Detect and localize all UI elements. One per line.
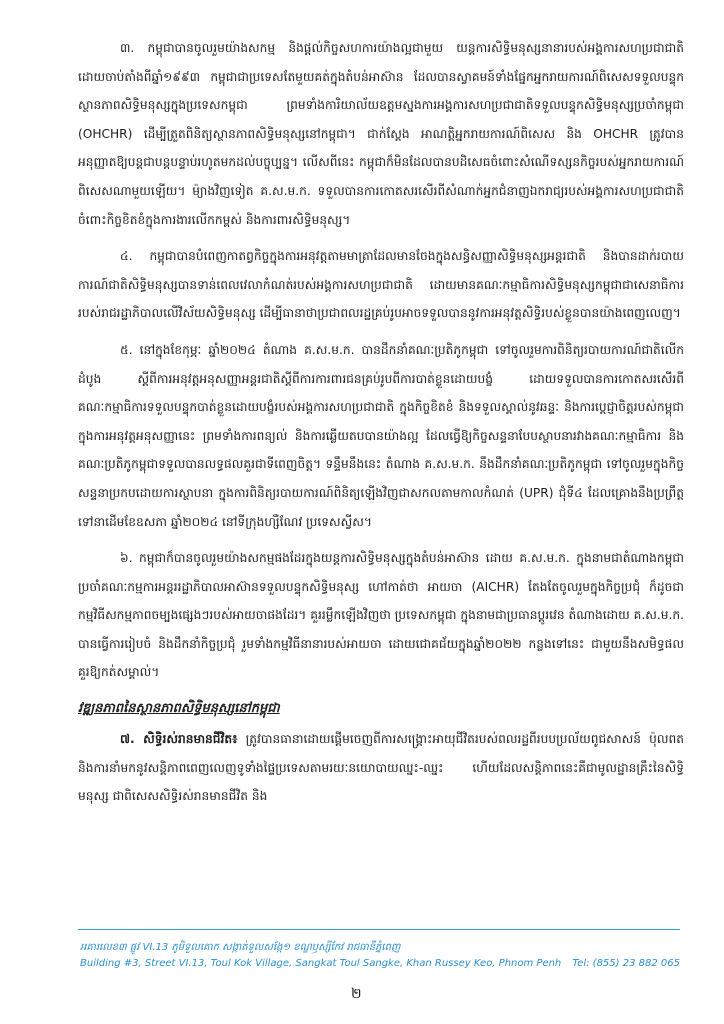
footer-divider [78,929,680,930]
document-body [78,34,684,819]
paragraph-4: ៤. កម្ពុជាបានបំពេញកាតព្វកិច្ចក្នុងការអនុវត្តតាមមាត្រាដែលមានចែងក្នុងសន្ធិសញ្ញាសិទ្ធិមនុស្សអន្តរជាតិ និងបានដាក់របាយការណ៍ជាតិសិទ្ធិមនុស្សបានទាន់ពេលវេលាកំណត់របស់អង្គការសហប្រជាជាតិ ដោយមានគណៈកម្មាធិការសិទ្ធិមនុស្សកម្ពុជាជាសេនាធិការរបស់រាជរដ្ឋាភិបាលលើវិស័យសិទ្ធិមនុស្ស ដើម្បីធានាថាប្រជាពលរដ្ឋគ្រប់រូបអាចទទួលបាននូវការអនុវត្តសិទ្ធិរបស់ខ្លួនបានយ៉ាងពេញលេញ។ [78,249,684,321]
paragraph-7-body: ត្រូវបានធានាដោយផ្តើមចេញពីការសង្គ្រោះអាយុជីវិតរបស់ពលរដ្ឋពីរបបប្រល័យពូជសាសន៍ ប៉ុលពត និងការនាំមកនូវសន្តិភាពពេញលេញទូទាំងផ្ទៃប្រទេសតាមរយៈនយោបាយឈ្នះ-ឈ្នះ ហើយដែលសន្តិភាពនេះគឺជាមូលដ្ឋានគ្រឹះនៃសិទ្ធិមនុស្ស ជាពិសេសសិទ្ធិរស់រានមានជីវិត និង [78,732,684,804]
page-number: ២ [351,986,362,1002]
footer-phone: Tel: (855) 23 882 065 [572,958,680,969]
footer-address-latin: Building #3, Street VI.13, Toul Kok Village, Sangkat Toul Sangke, Khan Russey Keo, Phnom Penh [80,958,562,969]
paragraph-6: ៦. កម្ពុជាក៏បានចូលរួមយ៉ាងសកម្មផងដែរក្នុងយន្តការសិទ្ធិមនុស្សក្នុងតំបន់អាស៊ាន ដោយ គ.ស.ម.ក. ក្នុងនាមជាតំណាងកម្ពុជាប្រចាំគណៈកម្មការអន្តររដ្ឋាភិបាលអាស៊ានទទួលបន្ទុកសិទ្ធិមនុស្ស ហៅកាត់ថា អាយចា (AICHR) តែងតែចូលរួមក្នុងកិច្ចប្រជុំ ក៏ដូចជាកម្មវិធីសកម្មភាពចម្បងផ្សេងៗរបស់អាយចាផងដែរ។ គួររម្លឹកឡើងវិញថា ប្រទេសកម្ពុជា ក្នុងនាមជាប្រធានប្តូរវេន តំណាងដោយ គ.ស.ម.ក. បានធ្វើការរៀបចំ និងដឹកនាំកិច្ចប្រជុំ រួមទាំងកម្មវិធីនានារបស់អាយចា ដោយជោគជ័យក្នុងឆ្នាំ២០២២ កន្លងទៅនេះ ជាមួយនឹងសមិទ្ធផលគួរឱ្យកត់សម្គាល់។ [78,551,684,680]
paragraph-7-lead: ៧. សិទ្ធិរស់រានមានជីវិត៖ [120,732,238,747]
paragraph-3: ៣. កម្ពុជាបានចូលរួមយ៉ាងសកម្ម និងផ្តល់កិច្ចសហការយ៉ាងល្អជាមួយ យន្តការសិទ្ធិមនុស្សនានារបស់អង្គការសហប្រជាជាតិ ដោយចាប់តាំងពីឆ្នាំ១៩៩៣ កម្ពុជាជាប្រទេសតែមួយគត់ក្នុងតំបន់អាស៊ាន ដែលបានស្វាគមន៍ទាំងផ្នែកអ្នករាយការណ៍ពិសេសទទួលបន្ទុកស្ថានភាពសិទ្ធិមនុស្សក្នុងប្រទេសកម្ពុជា ព្រមទាំងការិយាល័យឧត្តមស្នងការអង្គការសហប្រជាជាតិទទួលបន្ទុកសិទ្ធិមនុស្សប្រចាំកម្ពុជា (OHCHR) ដើម្បីត្រួតពិនិត្យស្ថានភាពសិទ្ធិមនុស្សនៅកម្ពុជា។ ជាក់ស្តែង អាណត្តិអ្នករាយការណ៍ពិសេស និង OHCHR ត្រូវបានអនុញ្ញាតឱ្យបន្តជាបន្តបន្ទាប់រហូតមកដល់បច្ចុប្បន្ន។ លើសពីនេះ កម្ពុជាក៏មិនដែលបានបដិសេធចំពោះសំណើទស្សនកិច្ចរបស់អ្នករាយការណ៍ពិសេសណាមួយឡើយ។ ម៉្យាងវិញទៀត គ.ស.ម.ក. ទទួលបានការកោតសរសើរពីសំណាក់អ្នកជំនាញឯករាជ្យរបស់អង្គការសហប្រជាជាតិ ចំពោះកិច្ចខិតខំក្នុងការងារលើកកម្ពស់ និងការពារសិទ្ធិមនុស្ស។ [78,41,684,227]
footer-address-khmer: អគារលេខ៣ ផ្លូវ VI.13 ភូមិទួលគោក សង្កាត់ទួលសង្កែ១ ខណ្ឌឫស្សីកែវ រាជធានីភ្នំពេញ [80,942,401,953]
section-heading: វឌ្ឍនភាពនៃស្ថានភាពសិទ្ធិមនុស្សនៅកម្ពុជា [78,701,280,717]
paragraph-7 [78,725,684,811]
paragraph-5: ៥. នៅក្នុងខែកុម្ភៈ ឆ្នាំ២០២៤ តំណាង គ.ស.ម.ក. បានដឹកនាំគណៈប្រតិភូកម្ពុជា ទៅចូលរួមការពិនិត្យរបាយការណ៍ជាតិលើកដំបូង ស្តីពីការអនុវត្តអនុសញ្ញាអន្តរជាតិស្តីពីការការពារជនគ្រប់រូបពីការបាត់ខ្លួនដោយបង្ខំ ដោយទទួលបានការកោតសរសើរពីគណៈកម្មាធិការទទួលបន្ទុកបាត់ខ្លួនដោយបង្ខំរបស់អង្គការសហប្រជាជាតិ ក្នុងកិច្ចខិតខំ និងទទួលស្គាល់នូវឆន្ទៈ និងការប្តេជ្ញាចិត្តរបស់កម្ពុជា ក្នុងការអនុវត្តអនុសញ្ញានេះ ព្រមទាំងការពន្យល់ និងការឆ្លើយតបបានយ៉ាងល្អ ដែលធ្វើឱ្យកិច្ចសន្ទនាបែបស្ថាបនារវាងគណៈកម្មាធិការ និងគណៈប្រតិភូកម្ពុជាទទួលបានលទ្ធផលគួរជាទីពេញចិត្ត។ ទន្ទឹមនឹងនេះ តំណាង គ.ស.ម.ក. នឹងដឹកនាំគណៈប្រតិភូកម្ពុជា ទៅចូលរួមក្នុងកិច្ចសន្ទនាប្រកបដោយការស្ថាបនា ក្នុងការពិនិត្យរបាយការណ៍ពិនិត្យឡើងវិញជាសកលតាមកាលកំណត់ (UPR) ជុំទី៤ ដែលគ្រោងនឹងប្រព្រឹត្តទៅនាដើមខែឧសភា ឆ្នាំ២០២៤ នៅទីក្រុងហ្សឺណែវ ប្រទេសស្វីស។ [78,342,684,529]
